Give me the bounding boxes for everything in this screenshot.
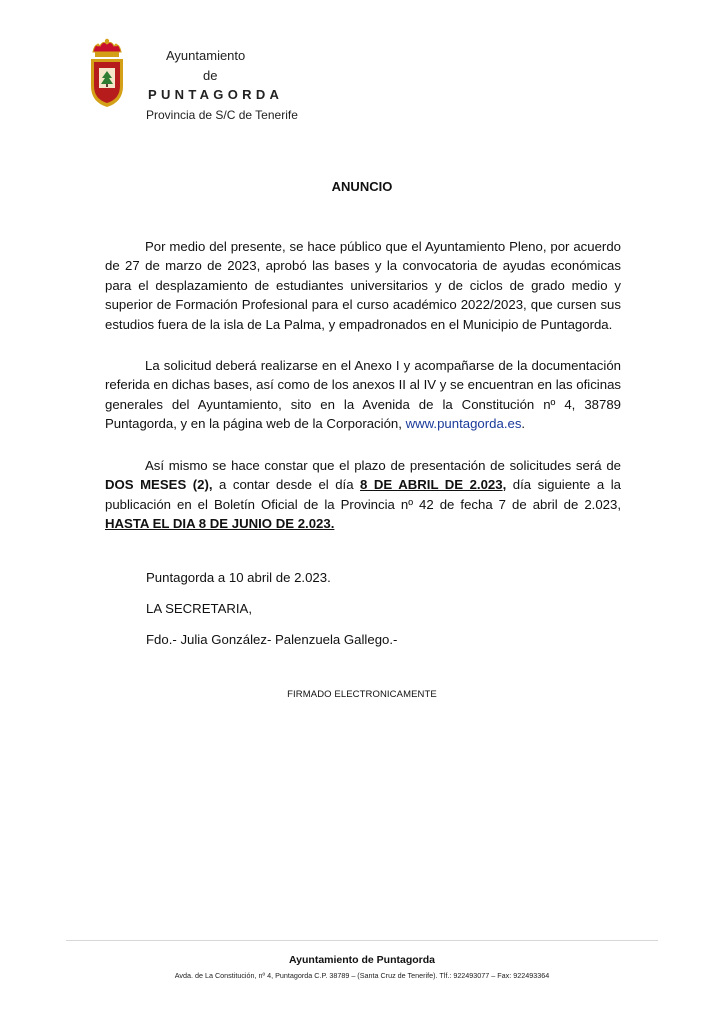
- start-date-comma: ,: [502, 477, 507, 493]
- paragraph-2-text: La solicitud deberá realizarse en el Anexo I y acompañarse de la documentación referida en dichas bases, así como de los anexos II al IV y se encuentran en las oficinas generales del Ayuntamiento, sito en la Avenida de la Constitución nº 4, 38789 Puntagorda, y en la página web de la Corporación,: [105, 358, 621, 432]
- electronic-signature-note: FIRMADO ELECTRONICAMENTE: [287, 689, 437, 700]
- letterhead-line2: de: [203, 68, 218, 83]
- start-date: 8 DE ABRIL DE 2.023: [360, 477, 503, 493]
- document-title: ANUNCIO: [331, 179, 393, 194]
- paragraph-1-text: Por medio del presente, se hace público que el Ayuntamiento Pleno, por acuerdo de 27 de marzo de 2023, aprobó las bases y la convocatoria de ayudas económicas para el desplazamiento de estudiantes universitarios y de ciclos de grado medio y superior de Formación Profesional para el curso académico 2022/2023, que cursen sus estudios fuera de la isla de La Palma, y empadronados en el Municipio de Puntagorda.: [105, 239, 621, 332]
- paragraph-2: [105, 356, 621, 434]
- footer-title: Ayuntamiento de Puntagorda: [288, 954, 436, 966]
- deadline-duration: DOS MESES (2),: [105, 477, 213, 493]
- paragraph-3-part2: a contar desde el día: [212, 477, 354, 493]
- province-label: Provincia de S/C de Tenerife: [146, 108, 298, 122]
- footer-address: Avda. de La Constitución, nº 4, Puntagorda C.P. 38789 – (Santa Cruz de Tenerife). Tlf.: 922493077 – Fax: 922493364: [174, 971, 550, 980]
- end-date: HASTA EL DIA 8 DE JUNIO DE 2.023.: [105, 516, 335, 532]
- letterhead-line1: Ayuntamiento: [166, 48, 246, 63]
- paragraph-3-part3: día siguiente a la publicación en el Boletín Oficial de la Provincia nº 42 de fecha 7 de abril de 2.023,: [105, 477, 621, 512]
- paragraph-2-end: .: [521, 416, 526, 432]
- place-date: Puntagorda a 10 abril de 2.023.: [146, 570, 331, 585]
- footer-divider: [66, 940, 658, 941]
- paragraph-3: [105, 456, 621, 534]
- paragraph-1: [105, 237, 621, 334]
- signature-line: Fdo.- Julia González- Palenzuela Gallego.-: [146, 632, 398, 647]
- coat-of-arms-logo: [86, 38, 128, 110]
- letterhead-line3: PUNTAGORDA: [148, 87, 284, 102]
- website-link[interactable]: www.puntagorda.es: [405, 416, 522, 432]
- paragraph-3-part1: Así mismo se hace constar que el plazo de presentación de solicitudes será de: [145, 458, 621, 473]
- signatory-role: LA SECRETARIA,: [146, 601, 253, 616]
